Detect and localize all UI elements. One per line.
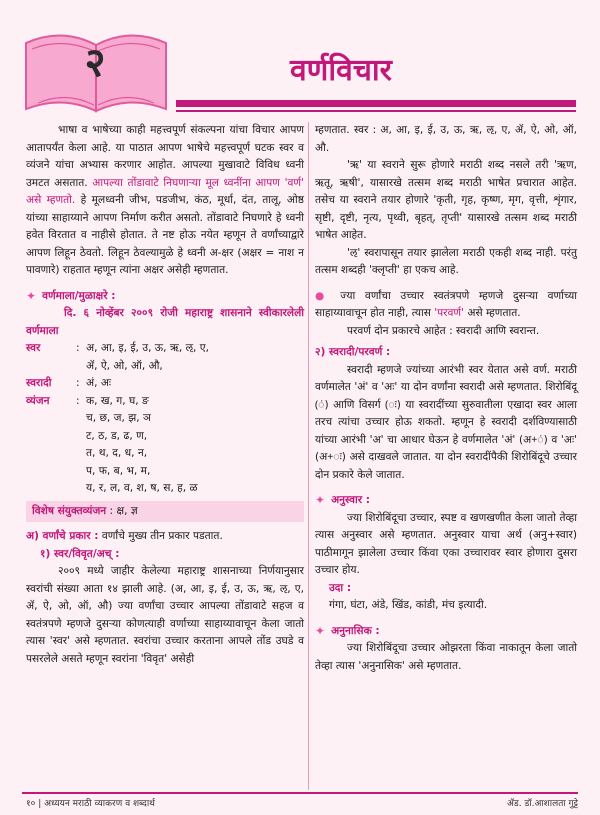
chapter-header: [0, 0, 600, 120]
anuswar-paragraph: ज्या शिरोबिंदूचा उच्चार, स्पष्ट व खणखणीत केला जातो तेव्हा त्यास अनुस्वार असे म्हणतात. अनुस्वार याचा अर्थ (अनु+स्वार) पाठीमागून झालेला उच्चार किंवा एका उच्चारावर स्वार होणारा दुसरा उच्चार होय.: [315, 511, 577, 576]
swaradi-row: स्वरादी : अं, अः: [26, 375, 304, 393]
page-footer: [26, 796, 578, 810]
right-paragraph-2: 'ऋ' या स्वराने सुरू होणारे मराठी शब्द नसले तरी 'ऋण, ऋतू, ऋषी', यासारखे तत्सम शब्द मराठी भाषेत प्रचारात आहेत. तसेच या स्वराने तयार होणारे 'कृती, गृह, कृष्ण, मृग, वृत्ती, शृंगार, सृष्टी, दृष्टी, नृत्य, पृथ्वी, बृहत्, तृप्ती' यासारखे तत्सम शब्द मराठी भाषेत आहेत.: [315, 159, 577, 241]
vyanjan-line: प, फ, ब, भ, म,: [86, 464, 151, 477]
right-paragraph-1: म्हणतात. स्वर : अ, आ, इ, ई, उ, ऊ, ऋ, ऌ, ए, ॲ, ऐ, ओ, ऑ, औ.: [315, 124, 577, 154]
types-text: वर्णांचे मुख्य तीन प्रकार पडतात.: [101, 530, 223, 542]
star-icon: ✦: [26, 288, 37, 303]
types-heading: अ) वर्णांचे प्रकार :: [26, 530, 99, 542]
title-rule-thin: [176, 110, 576, 112]
vyanjan-line: च, छ, ज, झ, ञ: [86, 412, 151, 424]
right-column: [315, 122, 577, 675]
varnamala-subheading: दि. ६ नोव्हेंबर २००९ रोजी महाराष्ट्र शासनाने स्वीकारलेली वर्णमाला: [26, 307, 304, 337]
anuswar-heading: [315, 492, 577, 510]
star-icon: ✦: [315, 623, 326, 638]
vyanjan-values: [86, 393, 304, 498]
vyanjan-line: क, ख, ग, घ, ङ: [86, 394, 149, 407]
anunasik-heading: [315, 623, 577, 641]
intro-paragraph: [26, 122, 304, 280]
types-line: [26, 528, 304, 546]
footer-right: ॲड. डॉ.आशालता गुट्टे: [507, 799, 578, 809]
vyanjan-line: य, र, ल, व, श, ष, स, ह, ळ: [86, 482, 198, 494]
example-heading: उदा :: [329, 581, 352, 594]
vyanjan-row: व्यंजन : क, ख, ग, घ, ङ च, छ, ज, झ, ञ ट, ठ, ड, ढ, ण, त, थ, द, ध, न, प, फ, ब, भ, म, य, र, ल, व, श, ष, स, ह, ळ: [26, 393, 304, 498]
page-title: वर्णविचार: [290, 53, 392, 88]
title-rule: [176, 100, 576, 107]
intro-text: भाषा व भाषेच्या काही महत्त्वपूर्ण संकल्पना यांचा विचार आपण आतापर्यंत केला आहे. या पाठात आपण भाषेचे महत्त्वपूर्ण घटक स्वर व व्यंजने यांचा अभ्यास करणार आहोत. आपल्या मुखावाटे विविध ध्वनी उमटत असतात.: [26, 124, 304, 189]
column-divider: [308, 122, 309, 790]
anunasik-paragraph: ज्या शिरोबिंदूचा उच्चार ओझरता किंवा नाकातून केला जातो तेव्हा त्यास 'अनुनासिक' असे म्हणतात.: [315, 642, 577, 672]
swaradi-paragraph: स्वरादी म्हणजे ज्यांच्या आरंभी स्वर येतात असे वर्ण. मराठी वर्णमालेत 'अं' व 'अः' या दोन वर्णांना स्वरादी असे म्हणतात. शिरोबिंदू (ं) आणि विसर्ग (ः) या स्वरादींच्या सुरुवातीला एखादा स्वर आला तरच त्यांचा उच्चार होऊ शकतो. म्हणून हे स्वरादी दर्शविण्यासाठी यांच्या आरंभी 'अ' चा आधार घेऊन हे वर्णमालेत 'अं' (अ+ं) व 'अः' (अ+ः) असे दाखवले जातात. या दोन स्वरादींपैकी शिरोबिंदूचे उच्चार दोन प्रकारे केले जातात.: [315, 363, 577, 481]
swar-label: स्वर: [26, 342, 41, 354]
special-label: विशेष संयुक्तव्यंजन: [32, 504, 107, 517]
parvarna-text: ज्या वर्णांचा उच्चार स्वतंत्रपणे म्हणजे दुसऱ्या वर्णाच्या साहाय्यावाचून होत नाही, त्यास: [315, 289, 577, 319]
parvarna-types: परवर्ण दोन प्रकारचे आहेत : स्वरादी आणि स्वरान्त.: [347, 324, 540, 337]
varnamala-heading: [26, 288, 304, 306]
varnamala-heading-text: वर्णमाला/मुळाक्षरे :: [42, 289, 116, 302]
star-icon: ✦: [315, 493, 326, 507]
swar-subheading: १) स्वर/विवृत/अच् :: [40, 547, 120, 560]
intro-highlight: आपल्या तोंडावाटे निघणाऱ्या मूल ध्वनींना आपण 'वर्ण' असे म्हणतो.: [26, 176, 304, 206]
parvarna-text-end: असे म्हणतात.: [467, 307, 521, 319]
swar-paragraph: २००९ मध्ये जाहीर केलेल्या महाराष्ट्र शासनाच्या निर्णयानुसार स्वरांची संख्या आता १४ झाली आहे. (अ, आ, इ, ई, उ, ऊ, ऋ, ऌ, ए, ॲ, ऐ, ओ, ऑ, औ) ज्या वर्णांचा उच्चार आपल्या तोंडावाटे सहज व स्वतंत्रपणे म्हणजे दुसऱ्या कोणत्याही वर्णाच्या साहाय्यावाचून केला जातो त्यास 'स्वर' असे म्हणतात. स्वरांचा उच्चार करताना आपले तोंड उघडे व पसरलेले असते म्हणून स्वरांना 'विवृत' असेही: [26, 565, 304, 665]
parvarna-paragraph: [315, 288, 577, 323]
anunasik-heading-text: अनुनासिक :: [331, 624, 380, 637]
parvarna-term: 'परवर्ण': [434, 307, 464, 319]
footer-rule: [22, 792, 578, 794]
chapter-number: २: [84, 39, 106, 86]
swar-line-2: ॲ, ऐ, ओ, ऑ, औ,: [86, 359, 163, 372]
vyanjan-line: ट, ठ, ड, ढ, ण,: [86, 429, 148, 442]
example-text: गंगा, घंटा, अंडे, खिंड, कांडी, मंच इत्यादी.: [329, 599, 488, 611]
left-column: [26, 122, 304, 668]
swaradi-value: अं, अः: [86, 377, 112, 389]
anuswar-heading-text: अनुस्वार :: [331, 494, 371, 506]
vyanjan-label: व्यंजन: [26, 394, 50, 407]
vyanjan-line: त, थ, द, ध, न,: [86, 447, 148, 459]
footer-left: १० | अध्ययन मराठी व्याकरण व शब्दार्थ: [26, 799, 155, 809]
intro-text-2: हे मूलध्वनी जीभ, पडजीभ, कंठ, मूर्धा, दंत, तालू, ओष्ठ यांच्या साहाय्याने आपण निर्माण करीत असतो. तोंडावाटे निघणारे हे ध्वनी हवेत विरतात व नाहीसे होतात. ते नष्ट होऊ नयेत म्हणून ते वर्णांच्याद्वारे आपण लिहून ठेवतो. लिहून ठेवल्यामुळे हे ध्वनी अ-क्षर (अक्षर = नाश न पावणारे) राहतात म्हणून त्यांना अक्षर असेही म्हणतात.: [26, 194, 304, 276]
swar-row: स्वर : अ, आ, इ, ई, उ, ऊ, ऋ, ऌ, ए,: [26, 340, 304, 358]
swaradi-heading: २) स्वरादी/परवर्ण :: [315, 346, 391, 358]
special-value: क्ष, ज्ञ: [116, 504, 138, 517]
special-box: विशेष संयुक्तव्यंजन : क्ष, ज्ञ: [26, 501, 304, 523]
swar-row-2: [26, 358, 304, 376]
right-paragraph-3: 'ऌ' स्वरापासून तयार झालेला मराठी एकही शब्द नाही. परंतु तत्सम शब्दही 'क्लृप्ती' हा एकच आहे.: [315, 246, 577, 276]
swar-line-1: अ, आ, इ, ई, उ, ऊ, ऋ, ऌ, ए,: [86, 342, 209, 354]
bullet-icon: ●: [315, 289, 331, 302]
swaradi-label: स्वरादी: [26, 377, 52, 389]
